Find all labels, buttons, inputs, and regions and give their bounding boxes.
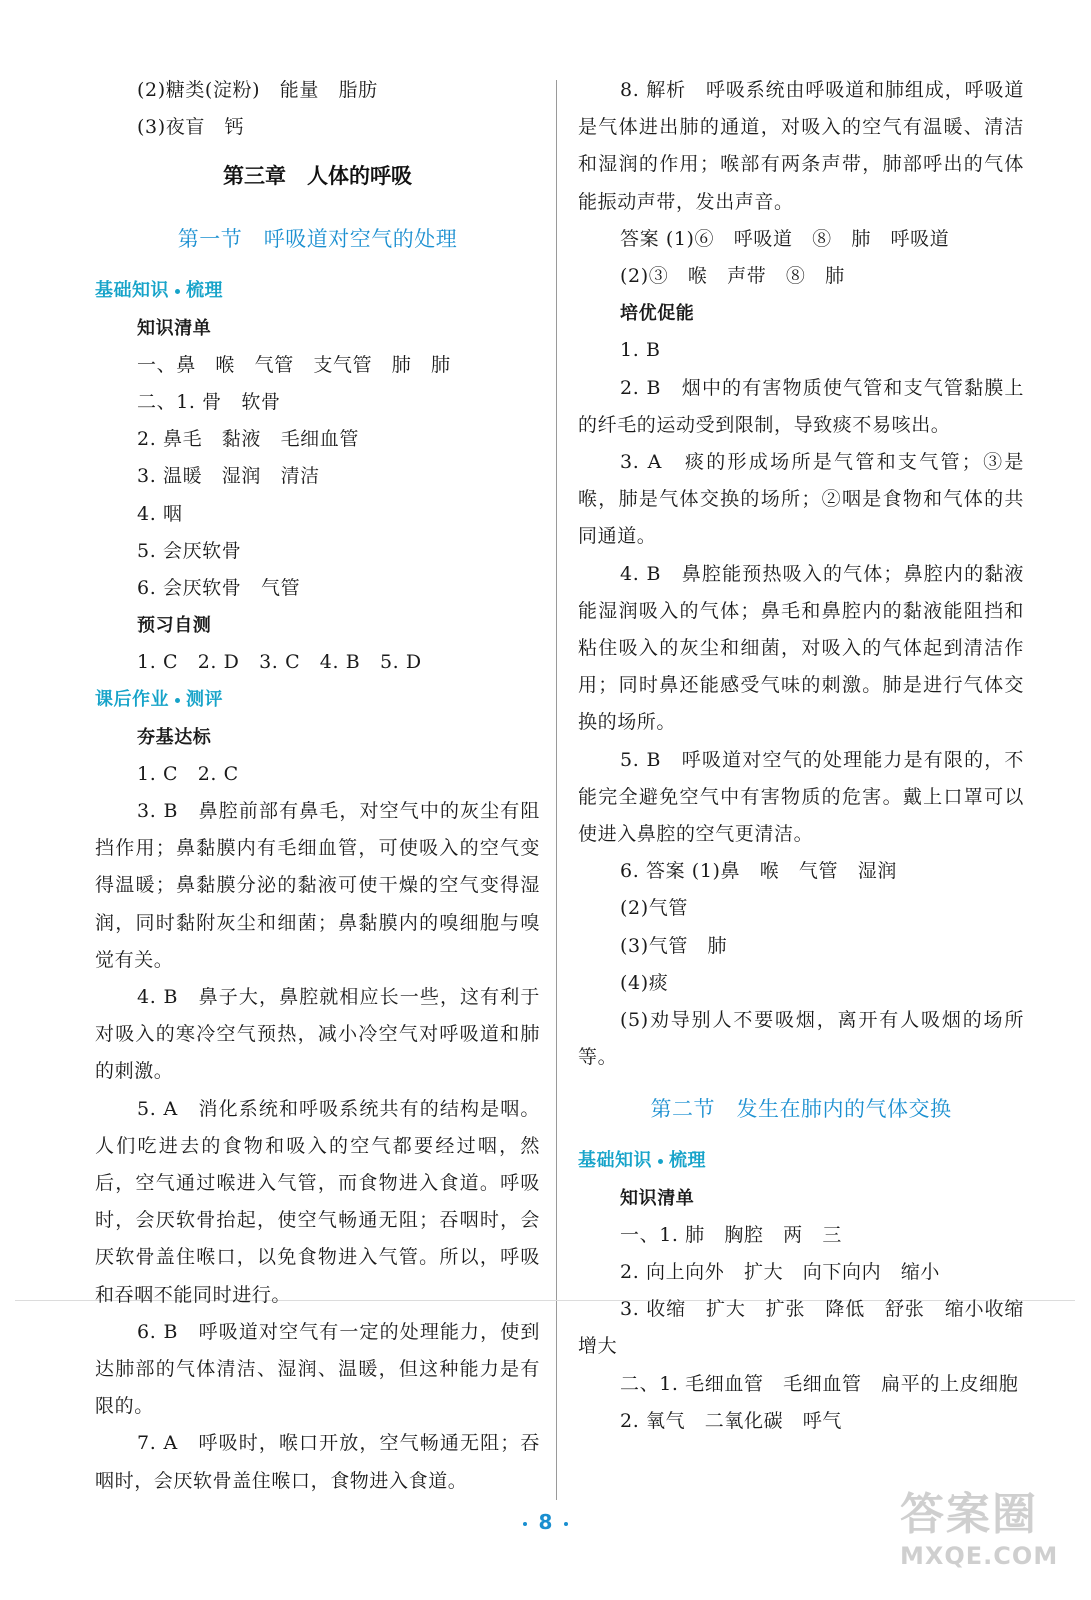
dot-icon: [523, 1522, 527, 1526]
category-label: 梳理: [669, 1150, 706, 1172]
category-label: 基础知识: [578, 1150, 652, 1172]
answer-line: 一、鼻 喉 气管 支气管 肺 肺: [137, 353, 451, 376]
explanation-paragraph: 5. B 呼吸道对空气的处理能力是有限的，不能完全避免空气中有害物质的危害。戴上口罩可以使进入鼻腔的空气更清洁。: [578, 748, 1024, 845]
explanation-paragraph: 4. B 鼻子大，鼻腔就相应长一些，这有利于对吸入的寒冷空气预热，减小冷空气对呼吸道和肺的刺激。: [95, 986, 540, 1083]
watermark-text: 答案圈: [900, 1489, 1038, 1540]
answer-line: (2)糖类(淀粉) 能量 脂肪: [137, 79, 378, 101]
dot-icon: [175, 698, 180, 703]
watermark-logo: [900, 1478, 1080, 1588]
answer-line: (3)气管 肺: [620, 934, 728, 957]
category-label: 测评: [186, 689, 223, 711]
category-heading: [95, 272, 540, 309]
chapter-title: 第三章 人体的呼吸: [223, 164, 412, 189]
explanation-paragraph: 5. A 消化系统和呼吸系统共有的结构是咽。人们吃进去的食物和吸入的空气都要经过咽，然后，空气通过喉进入气管，而食物进入食道。呼吸时，会厌软骨抬起，使空气畅通无阻；吞咽时，会厌软骨盖住喉口，以免食物进入气管。所以，呼吸和吞咽不能同时进行。: [95, 1097, 540, 1306]
category-label: 课后作业: [95, 689, 169, 711]
dot-icon: [564, 1522, 568, 1526]
answer-line: 6. 会厌软骨 气管: [137, 576, 301, 599]
explanation-paragraph: 7. A 呼吸时，喉口开放，空气畅通无阻；吞咽时，会厌软骨盖住喉口，食物进入食道。: [95, 1432, 540, 1492]
answer-line: (4)痰: [620, 971, 669, 994]
explanation-paragraph: 2. B 烟中的有害物质使气管和支气管黏膜上的纤毛的运动受到限制，导致痰不易咳出。: [578, 376, 1024, 436]
answer-line: 2. 向上向外 扩大 向下向内 缩小: [620, 1260, 940, 1283]
answer-line: 1. C 2. D 3. C 4. B 5. D: [137, 651, 422, 674]
column-divider: [556, 80, 557, 1500]
explanation-paragraph: 二、1. 毛细血管 毛细血管 扁平的上皮细胞: [620, 1372, 1019, 1395]
answer-line: (2)③ 喉 声带 ⑧ 肺: [620, 265, 845, 287]
answer-line: 3. 温暖 湿润 清洁: [137, 465, 320, 488]
explanation-paragraph: (5)劝导别人不要吸烟，离开有人吸烟的场所等。: [578, 1008, 1024, 1069]
answer-line: 1. B: [620, 339, 661, 362]
answer-line: (2)气管: [620, 897, 688, 920]
dot-icon: [175, 289, 180, 294]
answer-line: 2. 氧气 二氧化碳 呼气: [620, 1409, 842, 1432]
answer-line: 1. C 2. C: [137, 762, 239, 785]
explanation-paragraph: 3. A 痰的形成场所是气管和支气管；③是喉，肺是气体交换的场所；②咽是食物和气体的共同通道。: [578, 450, 1024, 548]
dot-icon: [658, 1159, 663, 1164]
explanation-paragraph: 6. B 呼吸道对空气有一定的处理能力，使到达肺部的气体清洁、湿润、温暖，但这种能力是有限的。: [95, 1320, 540, 1418]
answer-line: 2. 鼻毛 黏液 毛细血管: [137, 428, 359, 451]
answer-line: 一、1. 肺 胸腔 两 三: [620, 1223, 842, 1246]
section-title: 第二节 发生在肺内的气体交换: [650, 1097, 952, 1122]
sub-heading: 预习自测: [137, 615, 212, 637]
section-title: 第一节 呼吸道对空气的处理: [177, 227, 458, 252]
answer-line: 6. 答案 (1)鼻 喉 气管 湿润: [620, 860, 897, 883]
explanation-paragraph: 4. B 鼻腔能预热吸入的气体；鼻腔内的黏液能湿润吸入的气体；鼻毛和鼻腔内的黏液能阻挡和粘住吸入的灰尘和细菌，对吸入的气体起到清洁作用；同时鼻还能感受气味的刺激。肺是进行气体交换的场所。: [578, 562, 1024, 734]
page-number: 8: [538, 1510, 553, 1534]
explanation-paragraph: 3. 收缩 扩大 扩张 降低 舒张 缩小收缩 增大: [578, 1298, 1044, 1358]
category-heading: [95, 681, 540, 718]
answer-line: (3)夜盲 钙: [137, 116, 245, 139]
sub-heading: 夯基达标: [137, 726, 212, 748]
answer-line: 二、1. 骨 软骨: [137, 390, 281, 413]
category-label: 基础知识: [95, 280, 169, 302]
sub-heading: 知识清单: [620, 1187, 695, 1209]
category-label: 梳理: [186, 280, 223, 302]
answer-line: 4. 咽: [137, 502, 183, 525]
sub-heading: 知识清单: [137, 317, 212, 339]
sub-heading: 培优促能: [620, 303, 695, 325]
explanation-paragraph: 8. 解析 呼吸系统由呼吸道和肺组成，呼吸道是气体进出肺的通道，对吸入的空气有温暖、清洁和湿润的作用；喉部有两条声带，肺部呼出的气体能振动声带，发出声音。: [578, 79, 1024, 213]
explanation-paragraph: 3. B 鼻腔前部有鼻毛，对空气中的灰尘有阻挡作用；鼻黏膜内有毛细血管，可使吸入的空气变得温暖；鼻黏膜分泌的黏液可使干燥的空气变得湿润，同时黏附灰尘和细菌；鼻黏膜内的嗅细胞与嗅觉有关。: [95, 800, 540, 971]
watermark-url: MXQE.COM: [900, 1542, 1059, 1570]
answer-line: 答案 (1)⑥ 呼吸道 ⑧ 肺 呼吸道: [620, 227, 950, 250]
category-heading: [578, 1142, 1024, 1179]
right-column: [578, 72, 1044, 1440]
answer-line: 5. 会厌软骨: [137, 539, 242, 562]
left-column: [95, 72, 540, 1500]
